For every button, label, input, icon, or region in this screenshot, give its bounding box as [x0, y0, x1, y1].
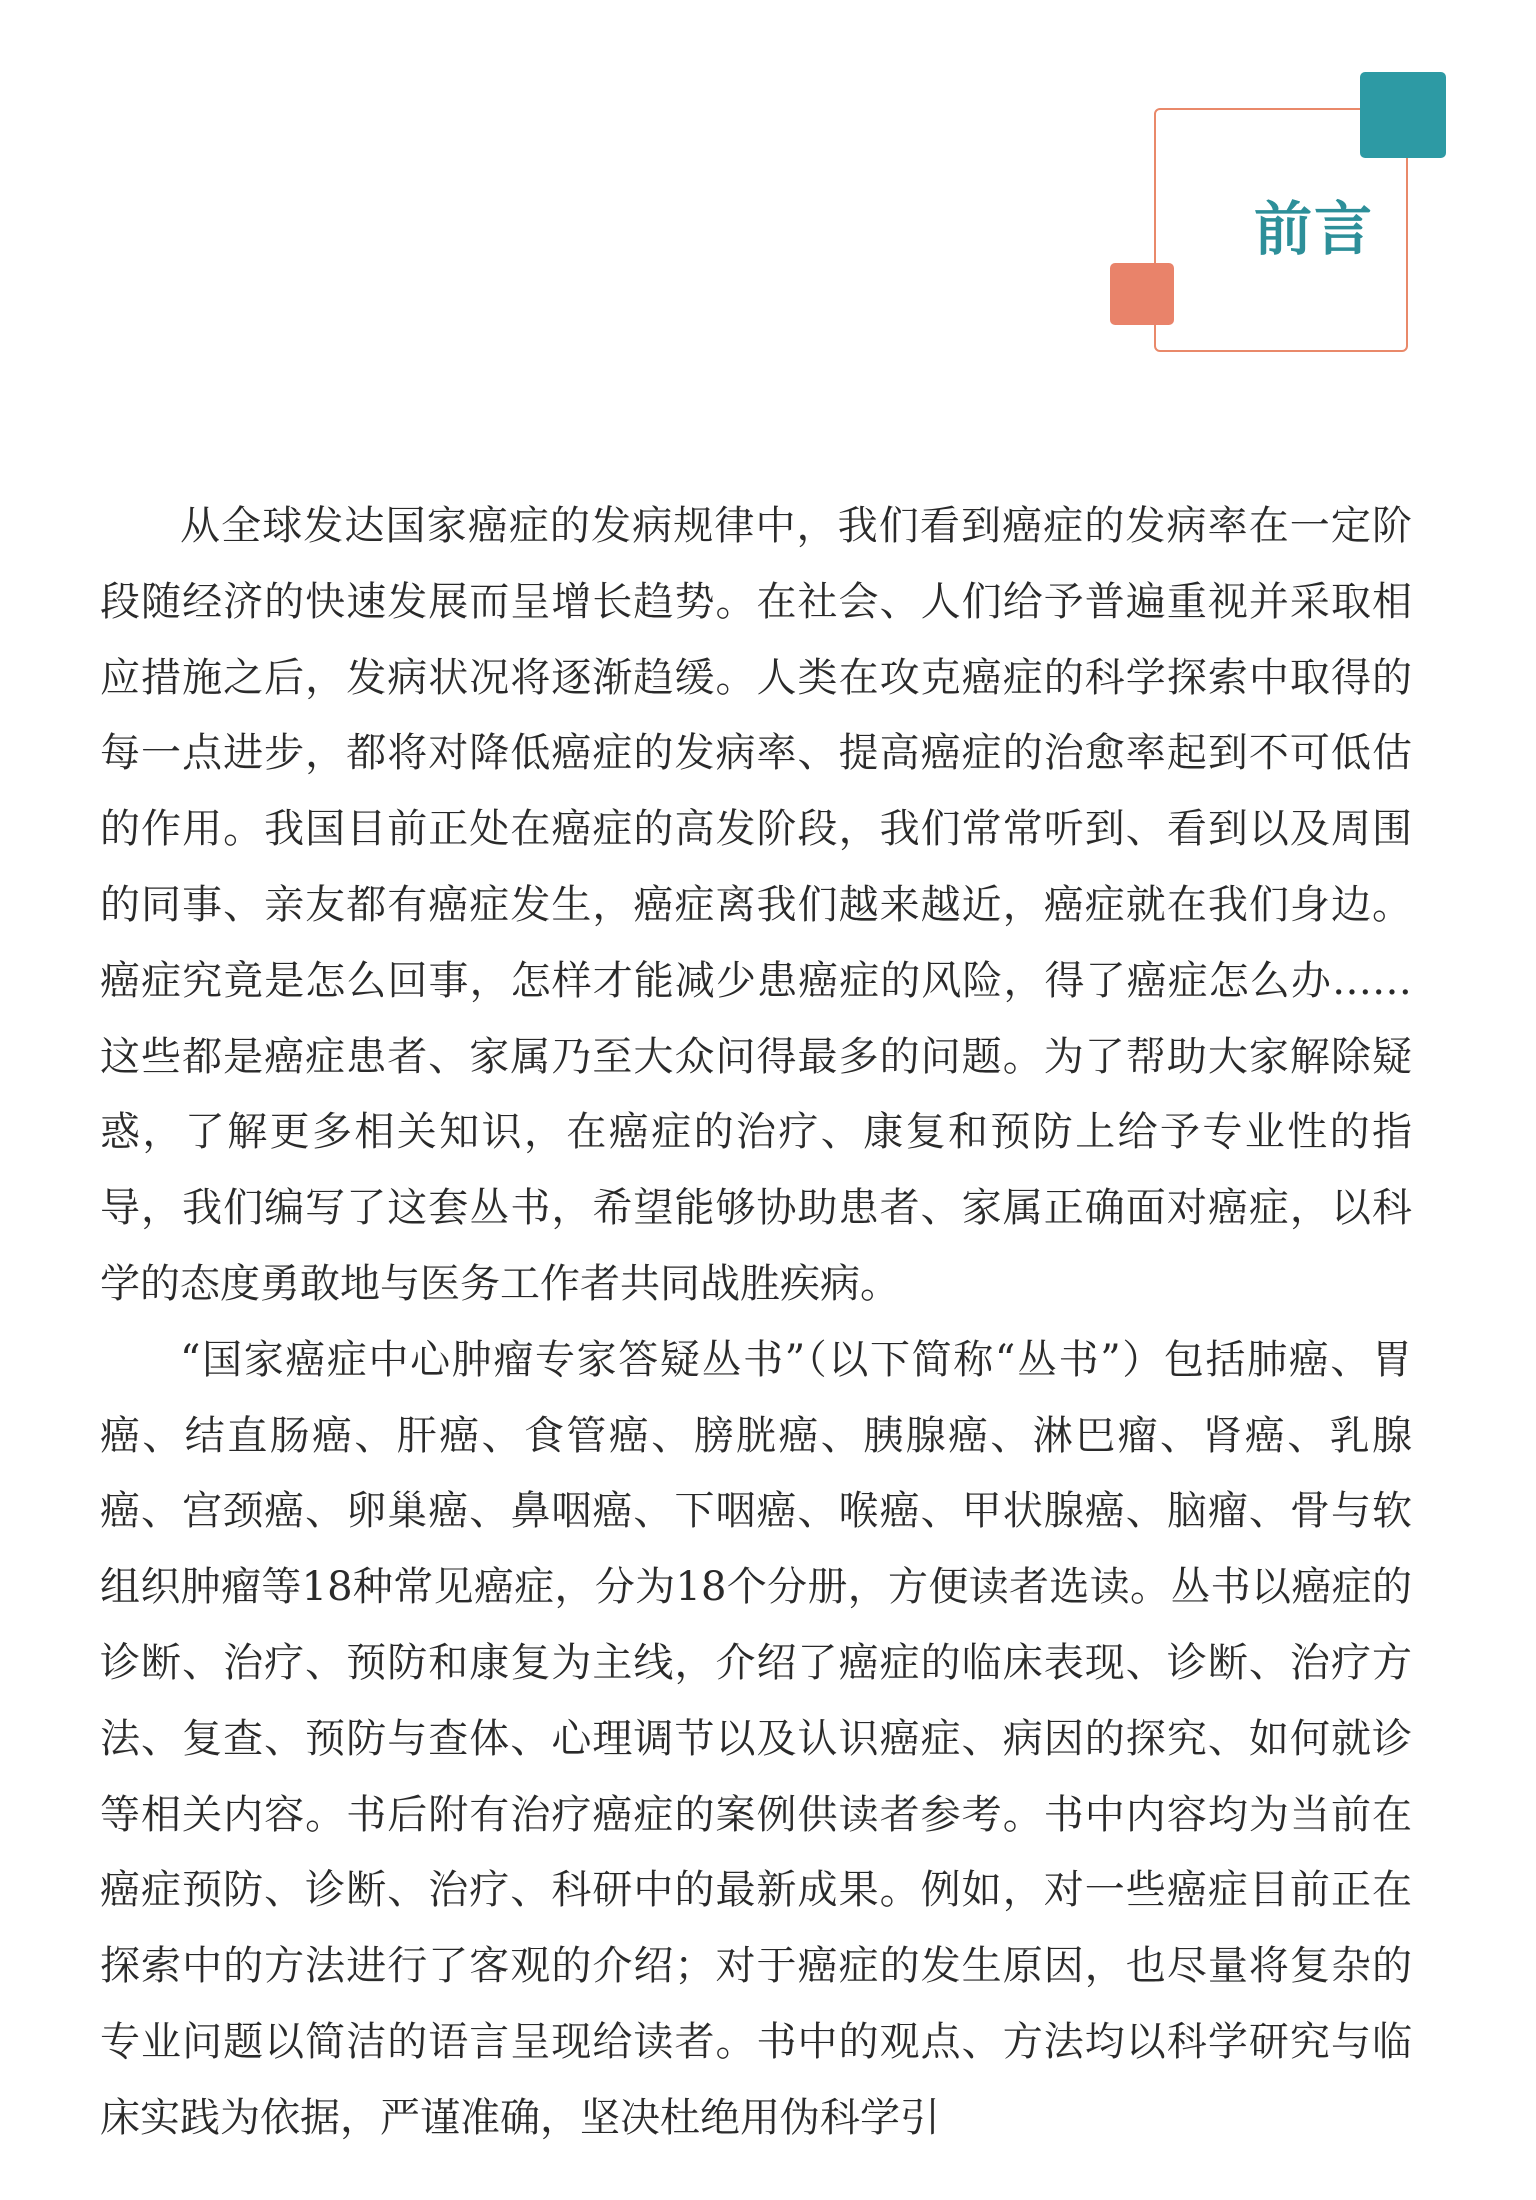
body-text — [100, 489, 1412, 2157]
teal-accent-square — [1360, 72, 1446, 158]
page-title: 前言 — [1254, 195, 1375, 263]
paragraph-1: 从全球发达国家癌症的发病规律中，我们看到癌症的发病率在一定阶段随经济的快速发展而呈增长趋势。在社会、人们给予普遍重视并采取相应措施之后，发病状况将逐渐趋缓。人类在攻克癌症的科学探索中取得的每一点进步，都将对降低癌症的发病率、提高癌症的治愈率起到不可低估的作用。我国目前正处在癌症的高发阶段，我们常常听到、看到以及周围的同事、亲友都有癌症发生，癌症离我们越来越近，癌症就在我们身边。癌症究竟是怎么回事，怎样才能减少患癌症的风险，得了癌症怎么办……这些都是癌症患者、家属乃至大众问得最多的问题。为了帮助大家解除疑惑，了解更多相关知识，在癌症的治疗、康复和预防上给予专业性的指导，我们编写了这套丛书，希望能够协助患者、家属正确面对癌症，以科学的态度勇敢地与医务工作者共同战胜疾病。 — [100, 503, 1412, 1307]
paragraph-2: “国家癌症中心肿瘤专家答疑丛书”（以下简称“丛书”）包括肺癌、胃癌、结直肠癌、肝癌、食管癌、膀胱癌、胰腺癌、淋巴瘤、肾癌、乳腺癌、宫颈癌、卵巢癌、鼻咽癌、下咽癌、喉癌、甲状腺癌、脑瘤、骨与软组织肿瘤等18种常见癌症，分为18个分册，方便读者选读。丛书以癌症的诊断、治疗、预防和康复为主线，介绍了癌症的临床表现、诊断、治疗方法、复查、预防与查体、心理调节以及认识癌症、病因的探究、如何就诊等相关内容。书后附有治疗癌症的案例供读者参考。书中内容均为当前在癌症预防、诊断、治疗、科研中的最新成果。例如，对一些癌症目前正在探索中的方法进行了客观的介绍；对于癌症的发生原因，也尽量将复杂的专业问题以简洁的语言呈现给读者。书中的观点、方法均以科学研究与临床实践为依据，严谨准确，坚决杜绝用伪科学引 — [100, 1336, 1412, 2141]
coral-accent-square — [1110, 263, 1174, 325]
